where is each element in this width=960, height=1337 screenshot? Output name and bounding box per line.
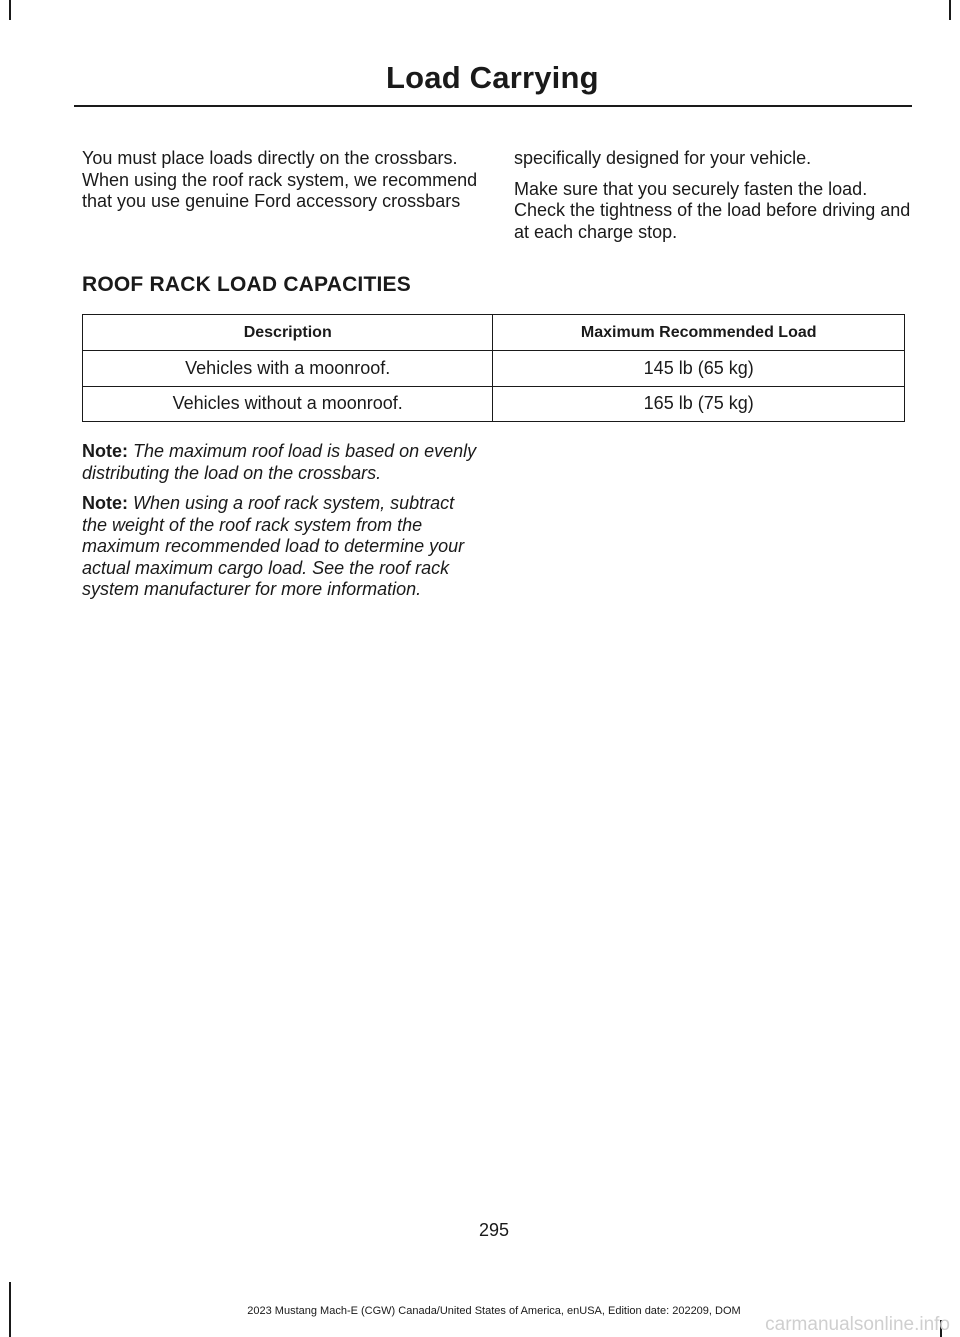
column-header-max-load: Maximum Recommended Load xyxy=(493,315,905,351)
page-number: 295 xyxy=(478,1220,510,1240)
note-label: Note: xyxy=(82,441,128,461)
intro-paragraph: Make sure that you securely fasten the load. Check the tightness of the load before driving and at each charge stop. xyxy=(514,178,911,242)
table-cell-description: Vehicles without a moonroof. xyxy=(83,386,493,422)
page-title: Load Carrying xyxy=(386,60,599,95)
note xyxy=(82,493,482,601)
table-cell-max-load: 145 lb (65 kg) xyxy=(493,351,905,387)
intro-paragraph: You must place loads directly on the crossbars. When using the roof rack system, we recommend that you use genuine Ford accessory crossbars xyxy=(82,148,478,211)
table-header-row xyxy=(83,315,905,351)
table-cell-max-load: 165 lb (75 kg) xyxy=(493,386,905,422)
crop-mark-top-left xyxy=(9,0,11,20)
intro-left-column xyxy=(82,148,482,222)
note-label: Note: xyxy=(82,493,128,513)
intro-right-column xyxy=(514,148,914,252)
crop-mark-top-right xyxy=(949,0,951,20)
note-text: When using a roof rack system, subtract the weight of the roof rack system from the maximum recommended load to determine your actual maximum cargo load. See the roof rack system manufacturer for more information. xyxy=(82,493,465,599)
section-heading: ROOF RACK LOAD CAPACITIES xyxy=(82,273,411,296)
intro-paragraph: specifically designed for your vehicle. xyxy=(514,148,812,168)
table-row xyxy=(83,351,905,387)
note xyxy=(82,441,482,484)
load-capacity-table xyxy=(82,314,905,422)
edition-footer: 2023 Mustang Mach-E (CGW) Canada/United States of America, enUSA, Edition date: 202209, DOM xyxy=(247,1305,741,1317)
note-text: The maximum roof load is based on evenly distributing the load on the crossbars. xyxy=(82,441,477,483)
column-header-description: Description xyxy=(83,315,493,351)
table-cell-description: Vehicles with a moonroof. xyxy=(83,351,493,387)
watermark: carmanualsonline.info xyxy=(765,1314,950,1335)
notes-section xyxy=(82,441,482,610)
header-divider xyxy=(74,105,912,107)
table-row xyxy=(83,386,905,422)
